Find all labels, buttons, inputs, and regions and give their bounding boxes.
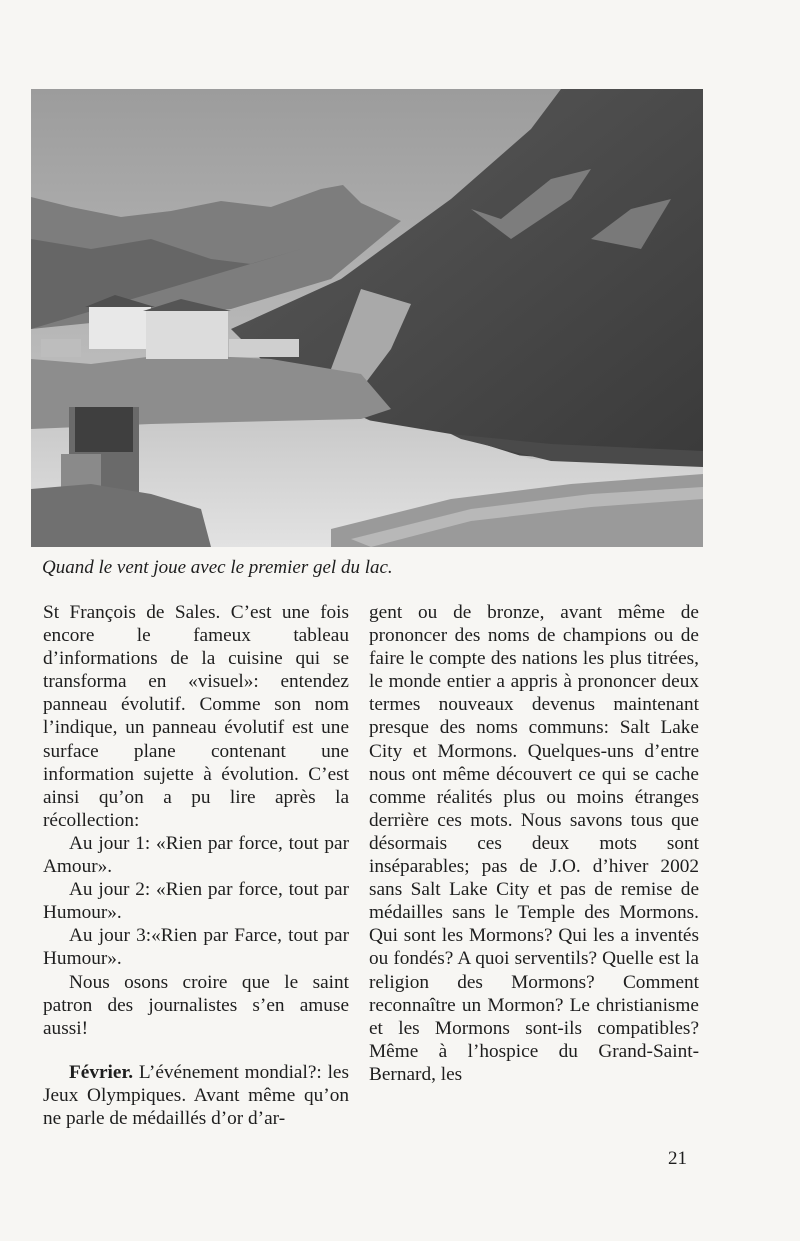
photo-caption: Quand le vent joue avec le premier gel du lac. (42, 557, 393, 578)
paragraph-text: L’événement mondial?: les Jeux Olympiques. Avant même qu’on ne parle de médaillés d’or d’ar- (43, 1061, 349, 1129)
page-number: 21 (668, 1148, 687, 1169)
paragraph: Nous osons croire que le saint patron des journalistes s’en amuse aussi! (43, 971, 349, 1039)
paragraph-february (43, 1061, 349, 1130)
left-column (43, 601, 349, 1130)
photo-figure (31, 89, 703, 547)
right-column (369, 601, 699, 1086)
quote-day-1: Au jour 1: «Rien par force, tout par Amour». (43, 832, 349, 878)
quote-day-2: Au jour 2: «Rien par force, tout par Humour». (43, 879, 349, 924)
quote-day-3: Au jour 3:«Rien par Farce, tout par Humour». (43, 925, 349, 970)
mountain-lake-photo (31, 89, 703, 547)
paragraph: gent ou de bronze, avant même de prononcer des noms de champions ou de faire le compte des nations les plus titrées, le monde entier a appris à prononcer deux termes nouveaux devenus maintenant presque des noms communs: Salt Lake City et Mormons. Quelques-uns d’entre nous ont même découvert ce qui se cache comme réalités plus ou moins étranges derrière ces mots. Nous savons tous que désormais ces deux mots sont inséparables; pas de J.O. d’hiver 2002 sans Salt Lake City et pas de remise de médailles sans le Temple des Mormons. Qui sont les Mormons? Qui les a inventés ou fondés? A quoi serventils? Quelle est la religion des Mormons? Comment reconnaître un Mormon? Le christianisme et les Mormons sont-ils compatibles? Même à l’hospice du Grand-Saint-Bernard, les (369, 602, 699, 1085)
month-heading: Février. (69, 1061, 134, 1083)
paragraph: St François de Sales. C’est une fois encore le fameux tableau d’informations de la cuisine qui se transforma en «visuel»: entendez panneau évolutif. Comme son nom l’indique, un panneau évolutif est une surface plane contenant une information sujette à évolution. C’est ainsi qu’on a pu lire après la récollection: (43, 602, 349, 831)
